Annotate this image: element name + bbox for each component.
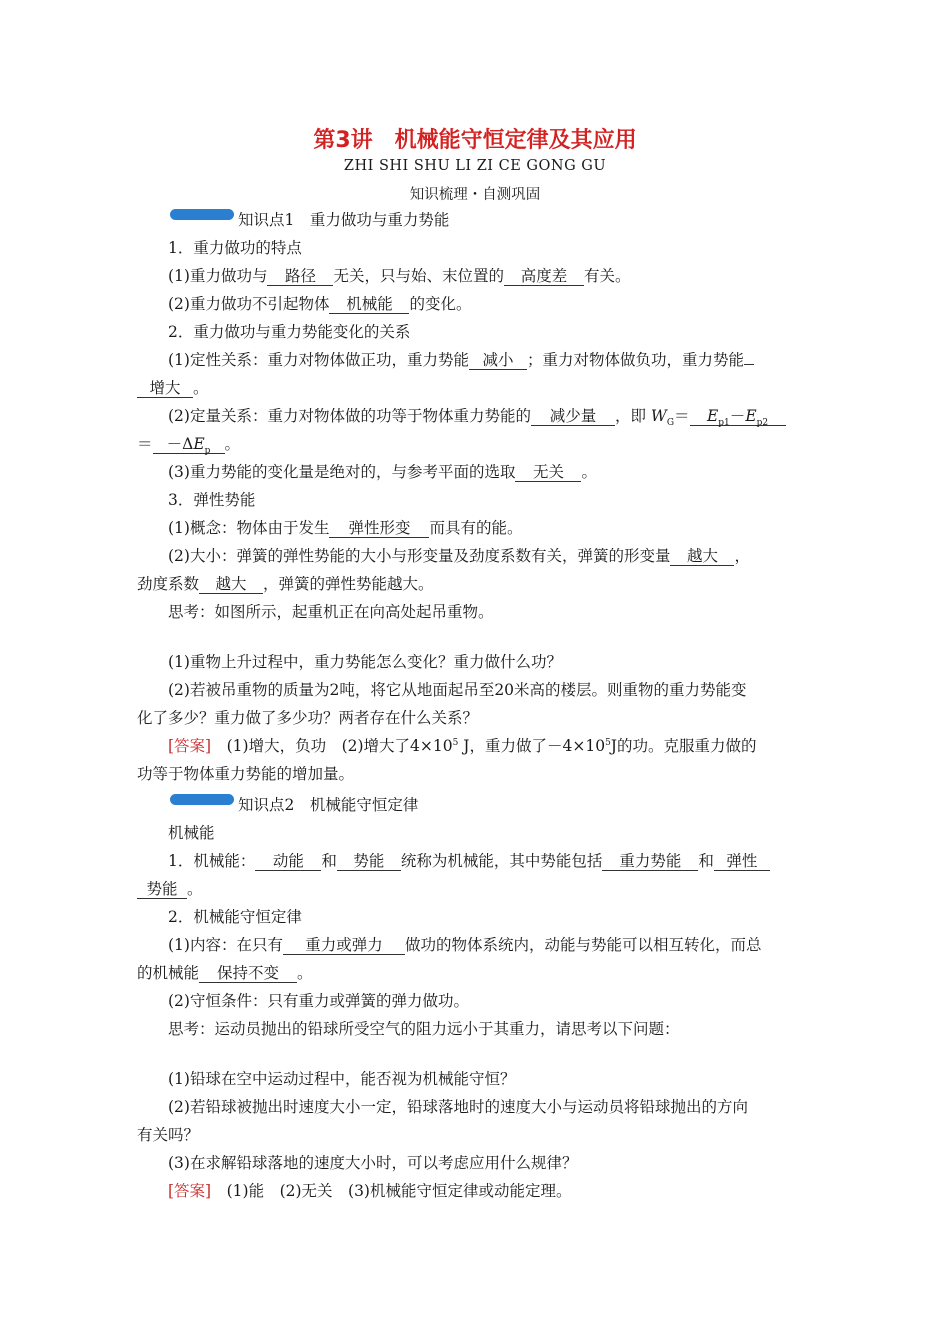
kp2-question3: (3)在求解铅球落地的速度大小时，可以考虑应用什么规律？ (168, 1154, 578, 1172)
kp2-line3: (1)内容：在只有 重力或弹力 做功的物体系统内，动能与势能可以相互转化，而总 (168, 936, 762, 954)
kp1-h2: 2．重力做功与重力势能变化的关系 (168, 323, 411, 341)
kp2-line5: (2)守恒条件：只有重力或弹簧的弹力做功。 (168, 992, 469, 1010)
kp2-line1: 1．机械能： 动能 和 势能 统称为机械能，其中势能包括 重力势能 和 弹性 (168, 851, 848, 871)
kp1-line3: (1)定性关系：重力对物体做正功，重力势能 减小 ；重力对物体做负功，重力势能 (168, 350, 848, 370)
kp1-h1: 1．重力做功的特点 (168, 239, 302, 257)
kp1-line5: (2)定量关系：重力对物体做的功等于物体重力势能的 减少量 ，即 $W_G= E_{p1}-E_{p2}$ (168, 406, 848, 426)
kp1-line7: (3)重力势能的变化量是绝对的，与参考平面的选取 无关 。 (168, 463, 597, 481)
kp1-line9: (2)大小：弹簧的弹性势能的大小与形变量及劲度系数有关，弹簧的形变量 越大 ， (168, 547, 750, 565)
kp1-question2-b: 化了多少？重力做了多少功？两者存在什么关系？ (137, 709, 479, 727)
kp2-subheading: 机械能 (168, 824, 215, 842)
kp2-heading: 知识点2 机械能守恒定律 (238, 796, 419, 814)
kp1-heading: 知识点1 重力做功与重力势能 (238, 211, 450, 229)
kp1-answer-cont: 功等于物体重力势能的增加量。 (137, 765, 355, 783)
kp2-question2-b: 有关吗？ (137, 1126, 200, 1144)
pinyin-subtitle: ZHI SHI SHU LI ZI CE GONG GU (343, 158, 607, 174)
kp1-marker-icon (170, 209, 234, 220)
page-title: 第3讲 机械能守恒定律及其应用 (313, 128, 637, 153)
answer-tag: [答案] (168, 737, 212, 755)
kp1-h3: 3．弹性势能 (168, 491, 256, 509)
kp1-line8: (1)概念：物体由于发生 弹性形变 而具有的能。 (168, 519, 523, 537)
kp1-line2: (2)重力做功不引起物体 机械能 的变化。 (168, 295, 472, 313)
answer-tag: [答案] (168, 1182, 212, 1200)
kp1-line1: (1)重力做功与 路径 无关，只与始、末位置的 高度差 有关。 (168, 267, 631, 285)
kp1-line4: 增大 。 (137, 378, 817, 398)
kp1-line10: 劲度系数 越大 ，弹簧的弹性势能越大。 (137, 575, 434, 593)
kp2-question2-a: (2)若铅球被抛出时速度大小一定，铅球落地时的速度大小与运动员将铅球抛出的方向 (168, 1098, 748, 1116)
kp1-question1: (1)重物上升过程中，重力势能怎么变化？重力做什么功？ (168, 653, 562, 671)
kp2-think: 思考：运动员抛出的铅球所受空气的阻力远小于其重力，请思考以下问题： (168, 1020, 680, 1038)
section-subtitle: 知识梳理・自测巩固 (409, 187, 541, 203)
kp1-answer: [答案] (1)增大，负功 (2)增大了$4\times 10^5$ J，重力做了$-4\times 10^5J$的功。克服重力做的 (168, 737, 757, 755)
kp2-line2: 势能 。 (137, 879, 817, 899)
kp1-think: 思考：如图所示，起重机正在向高处起吊重物。 (168, 603, 494, 621)
kp2-question1: (1)铅球在空中运动过程中，能否视为机械能守恒？ (168, 1070, 516, 1088)
kp2-answer: [答案] (1)能 (2)无关 (3)机械能守恒定律或动能定理。 (168, 1182, 572, 1200)
kp2-marker-icon (170, 794, 234, 805)
kp2-h2: 2．机械能守恒定律 (168, 908, 302, 926)
kp2-line4: 的机械能 保持不变 。 (137, 964, 313, 982)
kp1-line6: ＝ $-\Delta E_p$ 。 (137, 435, 241, 457)
kp1-question2-a: (2)若被吊重物的质量为2吨，将它从地面起吊至20米高的楼层。则重物的重力势能变 (168, 681, 747, 699)
